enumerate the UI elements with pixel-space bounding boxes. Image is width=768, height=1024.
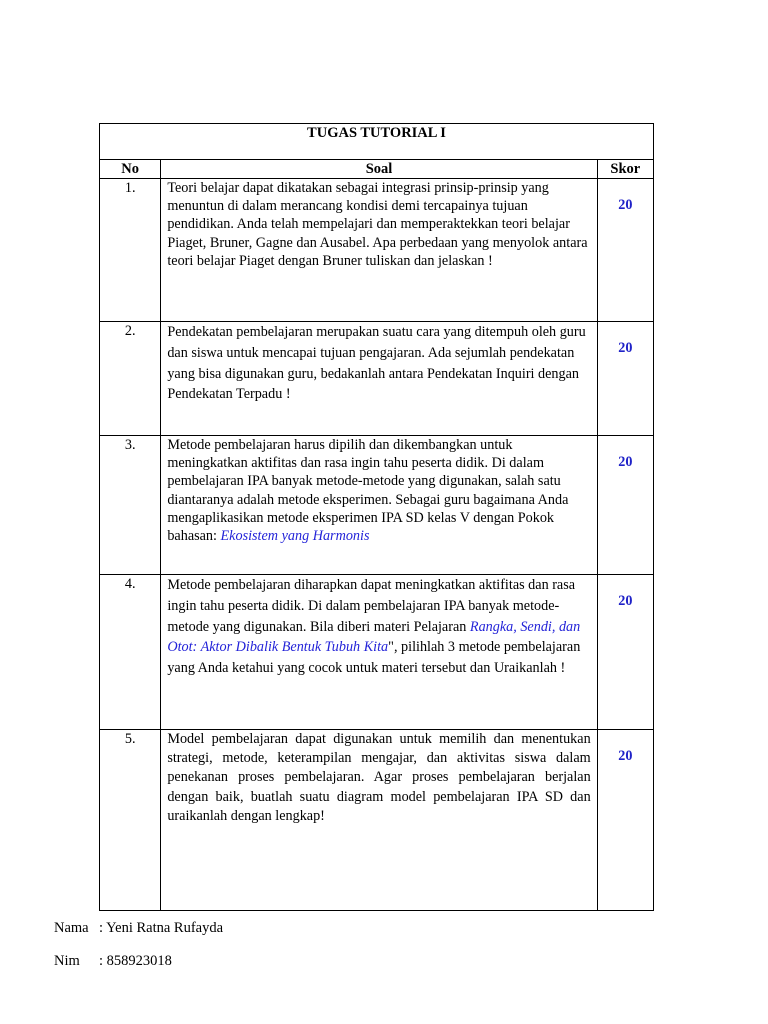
score-value: 20 (597, 575, 653, 730)
row-number: 5. (100, 730, 161, 911)
question-text-part: Metode pembelajaran diharapkan dapat meningkatkan aktifitas dan rasa ingin tahu peserta didik. Di dalam pembelajaran IPA banyak metode-metode yang digunakan. Bila diberi materi Pelajaran (167, 577, 576, 635)
topic-highlight: Ekosistem yang Harmonis (220, 528, 370, 545)
table-row (100, 179, 654, 322)
question-cell (161, 730, 597, 911)
table-title: TUGAS TUTORIAL I (100, 124, 654, 160)
row-number: 2. (100, 322, 161, 436)
question-cell (161, 179, 597, 322)
question-text (167, 436, 590, 545)
score-value: 20 (597, 730, 653, 911)
score-value: 20 (597, 322, 653, 436)
name-value: : Yeni Ratna Rufayda (99, 920, 224, 936)
question-text-part: ", pilihlah 3 metode pembelajaran yang Anda ketahui yang cocok untuk materi tersebut dan Uraikanlah ! (167, 639, 581, 677)
header-soal: Soal (161, 160, 597, 179)
question-cell (161, 436, 597, 575)
row-number: 3. (100, 436, 161, 575)
question-cell (161, 575, 597, 730)
row-number: 1. (100, 179, 161, 322)
header-no: No (100, 160, 161, 179)
topic-highlight: Rangka, Sendi, dan Otot: Aktor Dibalik Bentuk Tubuh Kita (167, 618, 581, 656)
row-number: 4. (100, 575, 161, 730)
question-text: Pendekatan pembelajaran merupakan suatu cara yang ditempuh oleh guru dan siswa untuk mencapai tujuan pengajaran. Ada sejumlah pendekatan yang bisa digunakan guru, bedakanlah antara Pendekatan Inquiri dengan Pendekatan Terpadu ! (167, 324, 586, 403)
question-text: Teori belajar dapat dikatakan sebagai integrasi prinsip-prinsip yang menuntun di dalam merancang kondisi demi tercapainya tujuan pendidikan. Anda telah mempelajari dan memperaktekkan teori belajar Piaget, Bruner, Gagne dan Ausabel. Apa perbedaan yang menyolok antara teori belajar Piaget dengan Bruner tuliskan dan jelaskan ! (167, 180, 588, 269)
table-row (100, 730, 654, 911)
question-text (167, 575, 590, 679)
student-nim-line (54, 953, 172, 970)
score-value: 20 (597, 179, 653, 322)
table-row (100, 322, 654, 436)
student-name-line (54, 920, 223, 937)
table-row (100, 575, 654, 730)
header-skor: Skor (597, 160, 653, 179)
question-text-part: Metode pembelajaran harus dipilih dan dikembangkan untuk meningkatkan aktifitas dan rasa ingin tahu peserta didik. Di dalam pembelajaran IPA banyak metode-metode yang digunakan, salah satu diantaranya adalah metode eksperimen. Sebagai guru bagaimana Anda mengaplikasikan metode eksperimen IPA SD kelas V dengan Pokok bahasan: (167, 437, 569, 545)
nim-value: : 858923018 (99, 953, 172, 969)
question-text: Model pembelajaran dapat digunakan untuk memilih dan menentukan strategi, metode, keterampilan mengajar, dan aktivitas siswa dalam penekanan proses pembelajaran. Agar proses pembelajaran berjalan dengan baik, buatlah suatu diagram model pembelajaran IPA SD dan uraikanlah dengan lengkap! (167, 731, 591, 824)
nim-label: Nim (54, 953, 80, 969)
table-row (100, 436, 654, 575)
table-header-row (100, 160, 654, 179)
score-value: 20 (597, 436, 653, 575)
question-cell (161, 322, 597, 436)
tutorial-table (99, 123, 654, 911)
name-label: Nama (54, 920, 89, 936)
